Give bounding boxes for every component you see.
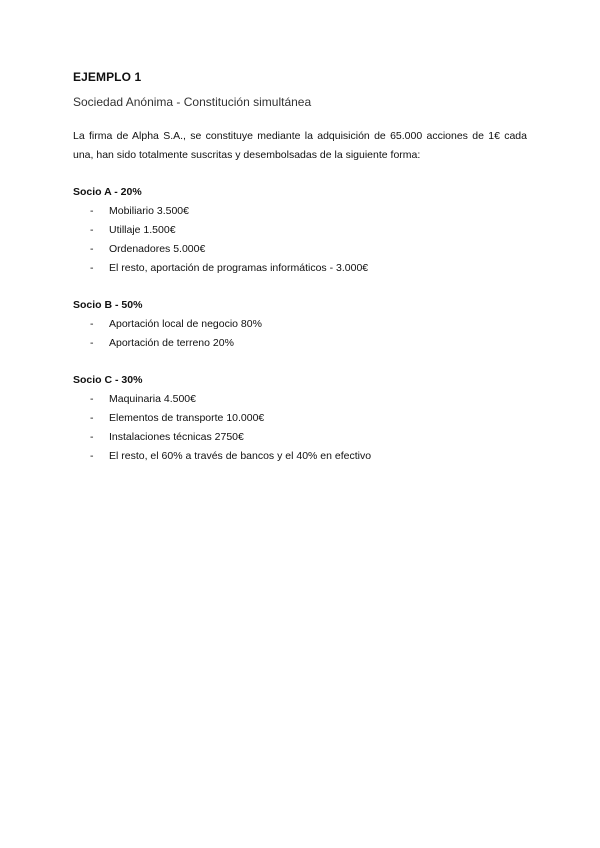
dash-marker: - — [90, 393, 94, 405]
list-item-text: Instalaciones técnicas 2750€ — [109, 431, 244, 443]
list-item-text: Utillaje 1.500€ — [109, 224, 176, 236]
list-item-text: Ordenadores 5.000€ — [109, 243, 206, 255]
list-item-text: El resto, aportación de programas informáticos - 3.000€ — [109, 262, 369, 274]
list-item-text: Mobiliario 3.500€ — [109, 205, 189, 217]
section-heading: Socio A - 20% — [73, 186, 142, 198]
intro-paragraph: La firma de Alpha S.A., se constituye mediante la adquisición de 65.000 acciones de 1€ cada una, han sido totalmente suscritas y desembolsadas de la siguiente forma: — [73, 130, 527, 161]
list-item-text: Maquinaria 4.500€ — [109, 393, 196, 405]
dash-marker: - — [90, 243, 94, 255]
list-item-text: Aportación de terreno 20% — [109, 337, 234, 349]
list-item — [73, 240, 527, 259]
section-socio-a — [73, 185, 527, 278]
list-item — [73, 259, 527, 278]
list-item — [73, 409, 527, 428]
section-socio-b — [73, 298, 527, 353]
page-title: EJEMPLO 1 — [73, 70, 142, 84]
dash-marker: - — [90, 205, 94, 217]
list-item — [73, 447, 527, 466]
list-item — [73, 202, 527, 221]
list-item-text: Elementos de transporte 10.000€ — [109, 412, 265, 424]
list-item — [73, 390, 527, 409]
page-subtitle: Sociedad Anónima - Constitución simultánea — [73, 95, 312, 109]
section-heading: Socio B - 50% — [73, 299, 143, 311]
list-item — [73, 428, 527, 447]
list-item-text: El resto, el 60% a través de bancos y el 40% en efectivo — [109, 450, 372, 462]
dash-marker: - — [90, 412, 94, 424]
section-heading: Socio C - 30% — [73, 374, 143, 386]
list-item — [73, 334, 527, 353]
dash-marker: - — [90, 318, 94, 330]
list-item-text: Aportación local de negocio 80% — [109, 318, 262, 330]
dash-marker: - — [90, 450, 94, 462]
dash-marker: - — [90, 224, 94, 236]
section-socio-c — [73, 373, 527, 466]
dash-marker: - — [90, 337, 94, 349]
list-item — [73, 221, 527, 240]
dash-marker: - — [90, 431, 94, 443]
dash-marker: - — [90, 262, 94, 274]
list-item — [73, 315, 527, 334]
